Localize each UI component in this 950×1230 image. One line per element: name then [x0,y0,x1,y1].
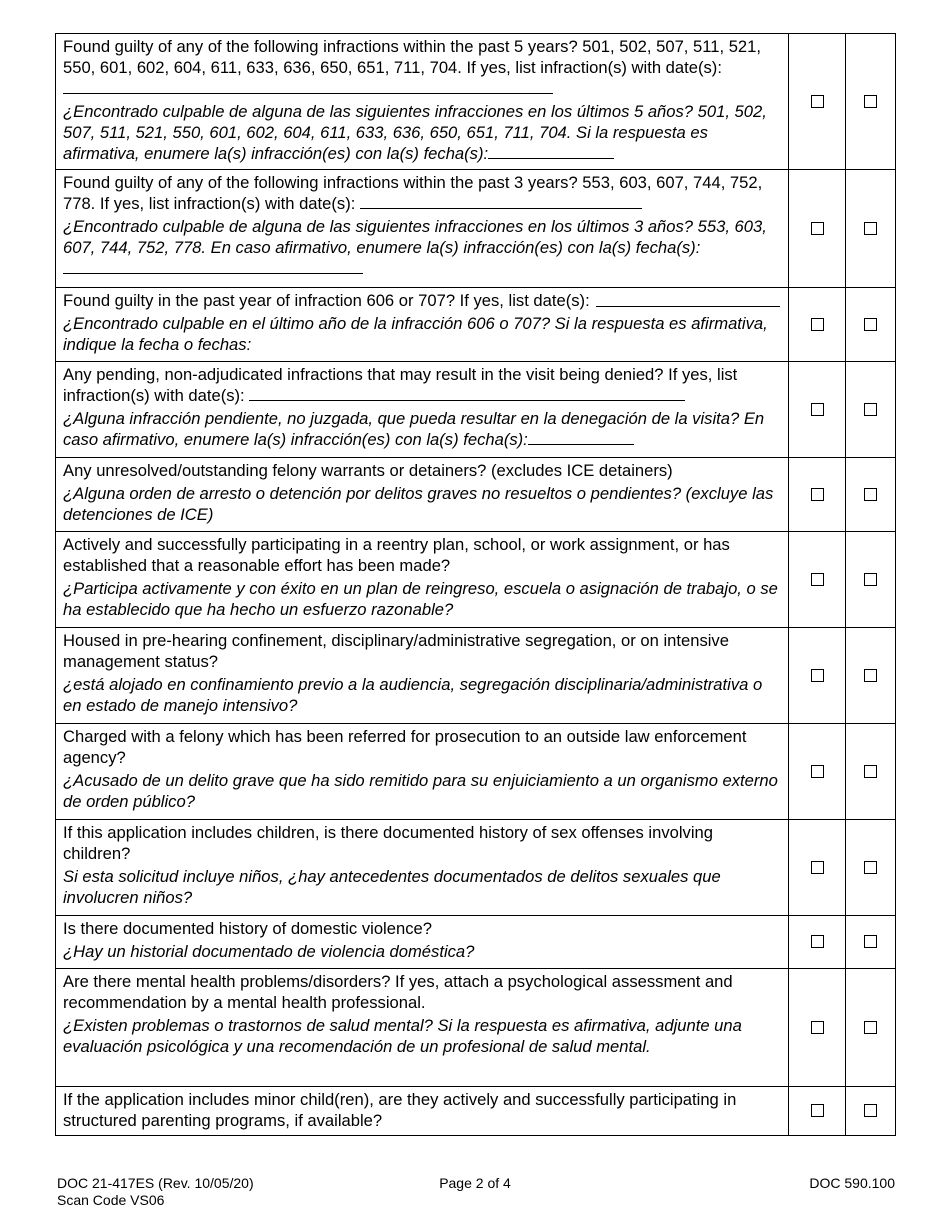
answer-line[interactable] [360,193,642,209]
no-cell [846,288,896,362]
question-row [56,34,896,170]
yes-checkbox[interactable] [811,318,824,331]
question-text-cell [56,724,789,820]
yes-cell [789,969,846,1087]
question-english: Found guilty of any of the following infractions within the past 5 years? 501, 502, 507, 511, 521, 550, 601, 602, 604, 611, 633, 636, 650, 651, 711, 704. If yes, list infraction(s) with date(s): [63,36,780,99]
yes-cell [789,724,846,820]
yes-cell [789,532,846,628]
question-spanish: ¿está alojado en confinamiento previo a la audiencia, segregación disciplinaria/administrativa o en estado de manejo intensivo? [63,675,763,715]
question-row [56,458,896,532]
no-cell [846,628,896,724]
question-spanish: ¿Encontrado culpable en el último año de la infracción 606 o 707? Si la respuesta es afirmativa, indique la fecha o fechas: [63,314,768,354]
yes-cell [789,458,846,532]
no-checkbox[interactable] [864,935,877,948]
no-checkbox[interactable] [864,573,877,586]
yes-cell [789,916,846,969]
yes-cell [789,170,846,288]
question-row [56,969,896,1087]
no-cell [846,458,896,532]
yes-cell [789,288,846,362]
answer-line[interactable] [63,78,553,94]
question-row [56,362,896,458]
scan-code: Scan Code VS06 [57,1192,165,1208]
question-spanish: ¿Encontrado culpable de alguna de las siguientes infracciones en los últimos 5 años? 501, 502, 507, 511, 521, 550, 601, 602, 604, 611, 633, 636, 650, 651, 711, 704. Si la respuesta es afirmativa, enumere la(s) infracción(es) con la(s) fecha(s): [63,102,767,163]
no-cell [846,820,896,916]
question-spanish: ¿Alguna infracción pendiente, no juzgada, que pueda resultar en la denegación de la visita? En caso afirmativo, enumere la(s) infracción(es) con la(s) fecha(s): [63,409,765,449]
question-text-cell [56,362,789,458]
no-cell [846,916,896,969]
question-spanish: ¿Participa activamente y con éxito en un plan de reingreso, escuela o asignación de trabajo, o se ha establecido que ha hecho un esfuerzo razonable? [63,579,778,619]
question-row [56,532,896,628]
answer-line[interactable] [488,143,614,159]
no-checkbox[interactable] [864,765,877,778]
no-checkbox[interactable] [864,861,877,874]
yes-checkbox[interactable] [811,935,824,948]
questions-table [55,33,896,1136]
question-spanish: Si esta solicitud incluye niños, ¿hay antecedentes documentados de delitos sexuales que involucren niños? [63,867,721,907]
answer-line[interactable] [596,291,780,307]
question-text-cell [56,34,789,170]
yes-checkbox[interactable] [811,1021,824,1034]
no-checkbox[interactable] [864,318,877,331]
no-cell [846,969,896,1087]
page-number: Page 2 of 4 [439,1175,511,1191]
yes-checkbox[interactable] [811,765,824,778]
question-row [56,170,896,288]
yes-checkbox[interactable] [811,488,824,501]
question-row [56,628,896,724]
yes-checkbox[interactable] [811,222,824,235]
question-row [56,820,896,916]
question-english: Charged with a felony which has been referred for prosecution to an outside law enforcement agency? [63,727,747,767]
question-spanish: ¿Alguna orden de arresto o detención por delitos graves no resueltos o pendientes? (excluye las detenciones de ICE) [63,484,774,524]
question-row [56,916,896,969]
question-english: Is there documented history of domestic violence? [63,919,432,938]
question-text-cell [56,628,789,724]
yes-checkbox[interactable] [811,669,824,682]
question-english: Housed in pre-hearing confinement, disciplinary/administrative segregation, or on intensive management status? [63,631,729,671]
question-text-cell [56,969,789,1087]
question-english: Found guilty in the past year of infraction 606 or 707? If yes, list date(s): [63,290,780,311]
answer-line[interactable] [528,429,634,445]
yes-cell [789,820,846,916]
no-cell [846,532,896,628]
policy-number: DOC 590.100 [809,1175,895,1191]
question-english: If this application includes children, is there documented history of sex offenses involving children? [63,823,713,863]
form-number: DOC 21-417ES (Rev. 10/05/20) [57,1175,254,1191]
answer-line[interactable] [249,385,685,401]
yes-checkbox[interactable] [811,1104,824,1117]
question-english: Actively and successfully participating in a reentry plan, school, or work assignment, or has established that a reasonable effort has been made? [63,535,730,575]
yes-checkbox[interactable] [811,403,824,416]
question-text-cell [56,532,789,628]
no-checkbox[interactable] [864,1021,877,1034]
question-text-cell [56,288,789,362]
no-checkbox[interactable] [864,95,877,108]
question-spanish: ¿Encontrado culpable de alguna de las siguientes infracciones en los últimos 3 años? 553, 603, 607, 744, 752, 778. En caso afirmativo, enumere la(s) infracción(es) con la(s) fecha(s): [63,216,780,279]
yes-checkbox[interactable] [811,95,824,108]
yes-checkbox[interactable] [811,573,824,586]
yes-cell [789,628,846,724]
answer-line[interactable] [63,258,363,274]
no-cell [846,724,896,820]
question-text-cell [56,170,789,288]
question-row [56,724,896,820]
question-spanish: ¿Hay un historial documentado de violencia doméstica? [63,942,475,961]
question-text-cell [56,916,789,969]
yes-cell [789,34,846,170]
question-text-cell [56,458,789,532]
no-checkbox[interactable] [864,488,877,501]
yes-cell [789,1087,846,1136]
no-cell [846,170,896,288]
no-cell [846,34,896,170]
no-checkbox[interactable] [864,1104,877,1117]
question-english: Any pending, non-adjudicated infractions that may result in the visit being denied? If yes, list infraction(s) with date(s): [63,365,738,405]
no-cell [846,1087,896,1136]
question-text-cell [56,1087,789,1136]
question-english: If the application includes minor child(ren), are they actively and successfully participating in structured parenting programs, if available? [63,1090,737,1130]
question-text-cell [56,820,789,916]
question-row [56,288,896,362]
yes-cell [789,362,846,458]
question-english: Are there mental health problems/disorders? If yes, attach a psychological assessment and recommendation by a mental health professional. [63,972,733,1012]
question-spanish: ¿Acusado de un delito grave que ha sido remitido para su enjuiciamiento a un organismo externo de orden público? [63,771,778,811]
yes-checkbox[interactable] [811,861,824,874]
no-checkbox[interactable] [864,403,877,416]
question-spanish: ¿Existen problemas o trastornos de salud mental? Si la respuesta es afirmativa, adjunte una evaluación psicológica y una recomendación de un profesional de salud mental. [63,1016,742,1056]
question-row [56,1087,896,1136]
question-english: Found guilty of any of the following infractions within the past 3 years? 553, 603, 607, 744, 752, 778. If yes, list infraction(s) with date(s): [63,173,763,213]
no-checkbox[interactable] [864,669,877,682]
question-english: Any unresolved/outstanding felony warrants or detainers? (excludes ICE detainers) [63,461,673,480]
no-cell [846,362,896,458]
no-checkbox[interactable] [864,222,877,235]
